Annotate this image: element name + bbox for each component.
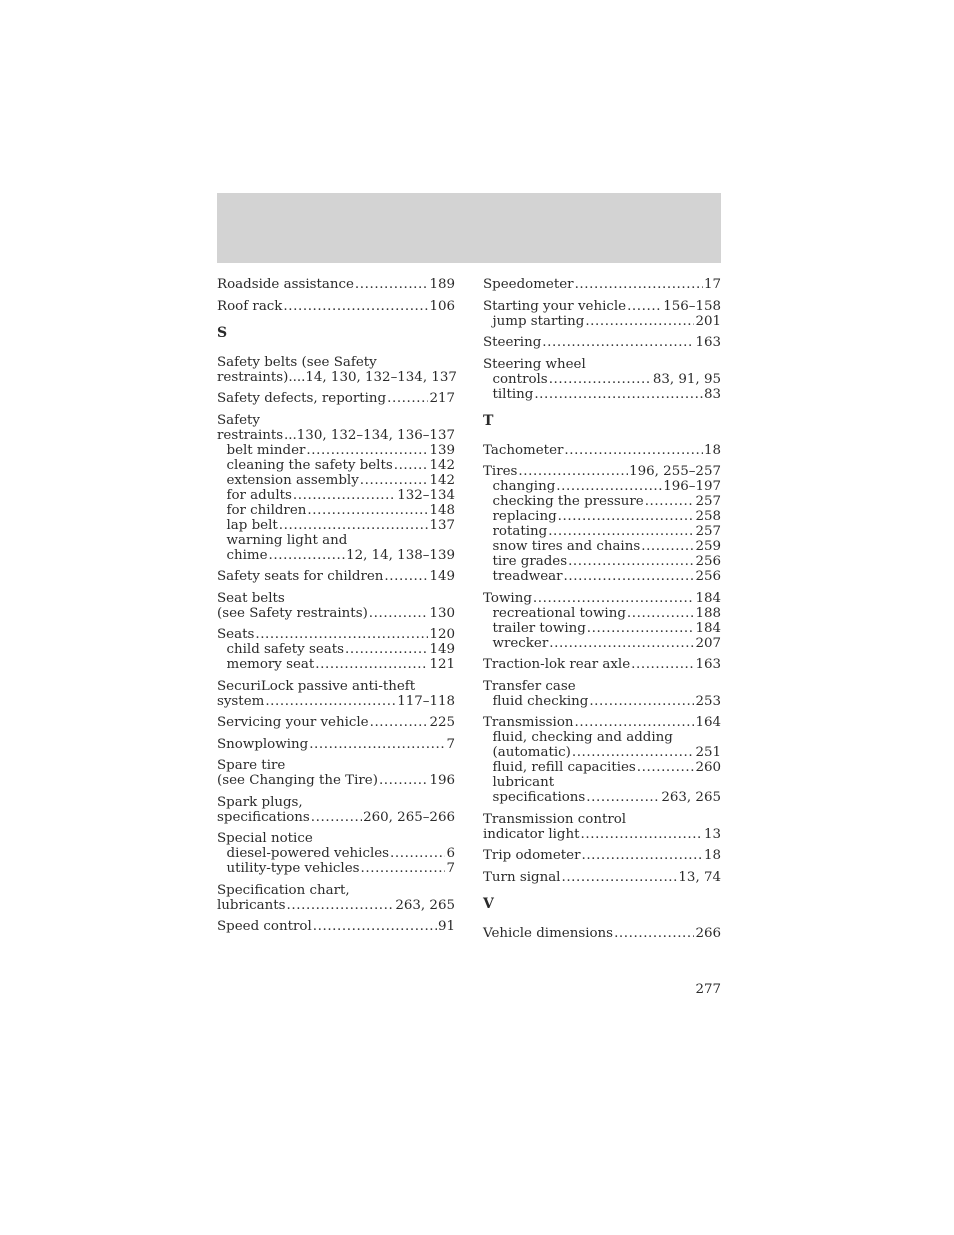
index-entry	[483, 357, 721, 402]
index-entry-line	[217, 299, 455, 314]
index-term: diesel-powered vehicles	[226, 846, 390, 861]
index-subentry-line	[217, 503, 455, 518]
index-term: changing	[492, 479, 556, 494]
dot-leader	[614, 926, 694, 941]
index-subentry-line	[217, 443, 455, 458]
index-entry-line	[217, 758, 455, 773]
page-reference: 260	[695, 760, 721, 775]
dot-leader	[394, 458, 429, 473]
dot-leader	[549, 372, 652, 387]
page-reference: 189	[429, 277, 455, 292]
index-entry-line	[217, 795, 455, 810]
index-term: trailer towing	[492, 620, 586, 636]
dot-leader	[311, 810, 362, 825]
index-entry	[217, 679, 455, 709]
index-term: restraints	[217, 427, 284, 443]
index-entry-line	[483, 827, 721, 842]
index-subentry-line	[483, 606, 721, 621]
dot-leader	[575, 715, 695, 730]
index-entry-line	[217, 883, 455, 898]
dot-leader	[379, 773, 429, 788]
dot-leader	[645, 494, 695, 509]
index-entry	[217, 591, 455, 621]
index-term: fluid, refill capacities	[492, 760, 636, 775]
dot-leader	[384, 569, 428, 584]
dot-leader	[533, 591, 695, 606]
index-term: Transmission control	[483, 811, 627, 827]
index-entry-line	[483, 848, 721, 863]
index-term: Steering	[483, 335, 542, 350]
index-entry-line	[483, 464, 721, 479]
page-reference: 163	[695, 657, 721, 672]
dot-leader	[293, 488, 396, 503]
dot-leader	[586, 790, 660, 805]
page-reference: 184	[695, 620, 721, 636]
index-term: Spark plugs,	[217, 794, 303, 810]
index-subentry-line	[217, 548, 455, 563]
index-term: recreational towing	[492, 605, 626, 621]
page-reference: 12, 14, 138–139	[346, 547, 455, 563]
index-entry	[483, 870, 721, 885]
index-term: Speed control	[217, 919, 312, 934]
dot-leader	[556, 479, 662, 494]
dot-leader	[360, 473, 429, 488]
index-entry	[483, 926, 721, 941]
index-term: belt minder	[226, 442, 306, 458]
dot-leader	[549, 636, 694, 651]
index-entry	[217, 277, 455, 292]
page-reference: 18	[703, 848, 721, 863]
dot-leader	[387, 391, 428, 406]
index-entry	[217, 299, 455, 314]
page-reference: 83, 91, 95	[652, 371, 721, 387]
page-reference: 148	[429, 502, 455, 518]
index-term: rotating	[492, 524, 548, 539]
dot-leader	[572, 745, 695, 760]
index-entry	[217, 715, 455, 730]
index-subentry-line	[483, 636, 721, 651]
index-subentry-line	[483, 554, 721, 569]
index-entry-line	[217, 898, 455, 913]
index-entry-line	[483, 679, 721, 694]
page-reference: 117–118	[397, 693, 455, 709]
page-reference: 253	[695, 693, 721, 709]
page-reference: ....14, 130, 132–134, 137	[288, 369, 457, 385]
page-reference: 164	[695, 715, 721, 730]
dot-leader	[534, 387, 703, 402]
dot-leader	[307, 503, 428, 518]
index-term: for adults	[226, 487, 292, 503]
page-reference: 201	[695, 313, 721, 329]
page-reference: 257	[695, 494, 721, 509]
index-entry	[217, 919, 455, 934]
index-entry-line	[483, 335, 721, 350]
dot-leader	[564, 569, 695, 584]
index-term: Towing	[483, 590, 532, 606]
index-entry-line	[217, 627, 455, 642]
index-entry-line	[217, 277, 455, 292]
dot-leader	[561, 870, 677, 885]
index-term: Safety	[217, 412, 260, 428]
index-column-right	[483, 277, 721, 947]
dot-leader	[369, 606, 429, 621]
page-reference: ...130, 132–134, 136–137	[284, 427, 455, 443]
index-entry-line	[217, 679, 455, 694]
index-entry-line	[217, 391, 455, 406]
dot-leader	[558, 509, 695, 524]
dot-leader	[575, 277, 703, 292]
index-subentry-line	[483, 694, 721, 709]
index-entry	[483, 443, 721, 458]
index-entry	[483, 848, 721, 863]
index-term: Tachometer	[483, 442, 564, 458]
page-reference: 13	[703, 826, 721, 842]
index-term: Spare tire	[217, 758, 286, 773]
index-entry	[217, 758, 455, 788]
page-reference: 149	[429, 642, 455, 657]
index-subentry-line	[483, 760, 721, 775]
dot-leader	[313, 919, 437, 934]
index-entry-line	[483, 357, 721, 372]
index-term: child safety seats	[226, 642, 344, 657]
index-entry	[483, 679, 721, 709]
index-term: controls	[492, 371, 548, 387]
page-reference: 188	[695, 605, 721, 621]
dot-leader	[355, 277, 429, 292]
index-subentry-line	[483, 621, 721, 636]
index-term: Servicing your vehicle	[217, 715, 369, 730]
index-entry	[483, 464, 721, 584]
index-term: Tires	[483, 464, 518, 479]
index-entry	[217, 795, 455, 825]
page-reference: 139	[429, 442, 455, 458]
section-letter-t: T	[483, 412, 494, 429]
index-term: Speedometer	[483, 277, 574, 292]
dot-leader	[542, 335, 694, 350]
index-column-left	[217, 277, 455, 941]
index-term: Transmission	[483, 715, 574, 730]
page-reference: 13, 74	[678, 869, 721, 885]
page-reference: 196, 255–257	[629, 464, 721, 479]
index-term: treadwear	[492, 569, 563, 584]
index-term: specifications	[217, 809, 310, 825]
index-entry	[483, 657, 721, 672]
dot-leader	[637, 760, 695, 775]
dot-leader	[564, 443, 703, 458]
index-entry-line	[217, 569, 455, 584]
index-entry	[217, 355, 455, 385]
dot-leader	[641, 539, 694, 554]
index-term: Roof rack	[217, 298, 283, 314]
dot-leader	[631, 657, 694, 672]
index-term: lubricants	[217, 897, 286, 913]
index-entry-line	[217, 737, 455, 752]
index-subentry-line	[483, 775, 721, 790]
page-reference: 106	[429, 298, 455, 314]
index-term: Roadside assistance	[217, 277, 354, 292]
page-reference: 263, 265	[395, 897, 455, 913]
index-subentry-line	[483, 494, 721, 509]
index-entry	[483, 335, 721, 350]
index-term: memory seat	[226, 657, 315, 672]
index-term: restraints)	[217, 369, 289, 385]
index-subentry-line	[483, 372, 721, 387]
index-entry	[217, 831, 455, 876]
index-entry-line	[483, 277, 721, 292]
index-term: lubricant	[492, 775, 555, 790]
index-term: Seat belts	[217, 590, 285, 606]
index-term: fluid checking	[492, 693, 589, 709]
page-number: 277	[695, 982, 721, 997]
index-term: Safety defects, reporting	[217, 391, 387, 406]
page-reference: 257	[695, 524, 721, 539]
index-term: cleaning the safety belts	[226, 457, 393, 473]
index-subentry-line	[483, 539, 721, 554]
index-term: system	[217, 693, 265, 709]
index-entry-line	[483, 443, 721, 458]
index-term: specifications	[492, 790, 586, 805]
index-term: Transfer case	[483, 678, 576, 694]
index-entry-line	[217, 591, 455, 606]
page-reference: 91	[437, 919, 455, 934]
page-reference: 184	[695, 590, 721, 606]
index-entry	[217, 413, 455, 563]
page-reference: 156–158	[663, 298, 721, 314]
page-reference: 7	[446, 736, 455, 752]
index-subentry-line	[217, 533, 455, 548]
index-subentry-line	[217, 861, 455, 876]
dot-leader	[361, 861, 446, 876]
page-reference: 263, 265	[661, 790, 721, 805]
index-term: Trip odometer	[483, 848, 581, 863]
index-subentry-line	[217, 473, 455, 488]
dot-leader	[370, 715, 429, 730]
index-entry-line	[217, 606, 455, 621]
dot-leader	[279, 518, 429, 533]
dot-leader	[309, 737, 445, 752]
index-term: Safety seats for children	[217, 569, 384, 584]
dot-leader	[345, 642, 428, 657]
dot-leader	[627, 299, 662, 314]
page-reference: 256	[695, 554, 721, 569]
dot-leader	[568, 554, 694, 569]
index-entry-line	[217, 355, 455, 370]
page-reference: 259	[695, 539, 721, 554]
dot-leader	[255, 627, 428, 642]
index-entry-line	[483, 926, 721, 941]
index-subentry-line	[483, 479, 721, 494]
page-reference: 207	[695, 635, 721, 651]
dot-leader	[315, 657, 428, 672]
dot-leader	[581, 848, 702, 863]
index-subentry-line	[217, 518, 455, 533]
page-reference: 6	[446, 846, 455, 861]
index-entry-line	[217, 919, 455, 934]
page-reference: 7	[446, 861, 455, 876]
index-term: Special notice	[217, 831, 313, 846]
page-reference: 120	[429, 627, 455, 642]
index-entry	[217, 883, 455, 913]
page-reference: 196–197	[663, 479, 721, 494]
index-entry-line	[217, 428, 455, 443]
dot-leader	[283, 299, 428, 314]
index-subentry-line	[483, 569, 721, 584]
dot-leader	[518, 464, 628, 479]
index-term: warning light and	[226, 532, 348, 548]
dot-leader	[265, 694, 396, 709]
section-letter-v: V	[483, 895, 494, 912]
index-term: lap belt	[226, 517, 278, 533]
index-entry	[483, 591, 721, 651]
index-term: for children	[226, 502, 307, 518]
index-subentry-line	[217, 642, 455, 657]
index-term: Specification chart,	[217, 882, 350, 898]
page-reference: 149	[429, 569, 455, 584]
index-term: (see Changing the Tire)	[217, 773, 378, 788]
index-entry-line	[483, 715, 721, 730]
index-entry	[483, 277, 721, 292]
index-subentry-line	[483, 387, 721, 402]
index-term: replacing	[492, 509, 557, 524]
index-entry-line	[217, 715, 455, 730]
page-reference: 83	[703, 386, 721, 402]
index-term: indicator light	[483, 826, 580, 842]
index-subentry-line	[483, 509, 721, 524]
page-reference: 142	[429, 457, 455, 473]
index-term: Turn signal	[483, 869, 561, 885]
index-term: Seats	[217, 627, 255, 642]
index-entry-line	[483, 870, 721, 885]
page-reference: 130	[429, 605, 455, 621]
index-term: extension assembly	[226, 472, 359, 488]
index-term: (see Safety restraints)	[217, 605, 368, 621]
page-reference: 142	[429, 472, 455, 488]
index-entry-line	[217, 831, 455, 846]
index-subentry-line	[483, 730, 721, 745]
index-term: tire grades	[492, 554, 568, 569]
index-entry-line	[483, 657, 721, 672]
index-subentry-line	[217, 458, 455, 473]
page-reference: 266	[695, 925, 721, 941]
page-reference: 251	[695, 745, 721, 760]
page-reference: 163	[695, 335, 721, 350]
index-entry-line	[483, 591, 721, 606]
dot-leader	[589, 694, 694, 709]
index-term: jump starting	[492, 313, 585, 329]
dot-leader	[581, 827, 703, 842]
index-subentry-line	[217, 657, 455, 672]
page-reference: 256	[695, 569, 721, 584]
page-reference: 225	[429, 715, 455, 730]
index-subentry-line	[483, 314, 721, 329]
index-entry-line	[217, 413, 455, 428]
page-reference: 260, 265–266	[363, 809, 455, 825]
index-subentry-line	[217, 488, 455, 503]
index-entry	[217, 391, 455, 406]
page-reference: 18	[703, 442, 721, 458]
dot-leader	[306, 443, 428, 458]
index-subentry-line	[483, 745, 721, 760]
dot-leader	[269, 548, 346, 563]
index-subentry-line	[483, 790, 721, 805]
index-entry	[483, 812, 721, 842]
header-band	[217, 193, 721, 263]
dot-leader	[587, 621, 695, 636]
index-term: Vehicle dimensions	[483, 925, 614, 941]
index-term: (automatic)	[492, 745, 571, 760]
index-term: Steering wheel	[483, 356, 586, 372]
index-term: Safety belts (see Safety	[217, 354, 377, 370]
index-entry	[483, 715, 721, 805]
index-entry-line	[217, 370, 455, 385]
index-entry	[483, 299, 721, 329]
index-term: utility-type vehicles	[226, 861, 360, 876]
index-term: wrecker	[492, 635, 549, 651]
dot-leader	[390, 846, 445, 861]
index-entry	[217, 737, 455, 752]
index-term: Starting your vehicle	[483, 298, 627, 314]
index-term: Traction-lok rear axle	[483, 657, 631, 672]
page-reference: 196	[429, 773, 455, 788]
dot-leader	[585, 314, 694, 329]
index-term: fluid, checking and adding	[492, 730, 673, 745]
index-entry-line	[217, 810, 455, 825]
index-entry	[217, 627, 455, 672]
index-entry-line	[483, 299, 721, 314]
index-term: chime	[226, 547, 268, 563]
index-subentry-line	[483, 524, 721, 539]
index-subentry-line	[217, 846, 455, 861]
index-entry-line	[217, 694, 455, 709]
page-reference: 217	[429, 391, 455, 406]
section-letter-s: S	[217, 324, 228, 341]
dot-leader	[627, 606, 695, 621]
index-term: SecuriLock passive anti-theft	[217, 678, 416, 694]
dot-leader	[287, 898, 395, 913]
index-entry-line	[217, 773, 455, 788]
page-reference: 121	[429, 657, 455, 672]
index-term: snow tires and chains	[492, 539, 641, 554]
index-term: checking the pressure	[492, 494, 644, 509]
index-entry-line	[483, 812, 721, 827]
page-reference: 258	[695, 509, 721, 524]
index-entry	[217, 569, 455, 584]
page-reference: 137	[429, 517, 455, 533]
index-term: Snowplowing	[217, 736, 309, 752]
page-reference: 17	[703, 277, 721, 292]
index-term: tilting	[492, 386, 534, 402]
page-reference: 132–134	[397, 487, 455, 503]
dot-leader	[548, 524, 694, 539]
